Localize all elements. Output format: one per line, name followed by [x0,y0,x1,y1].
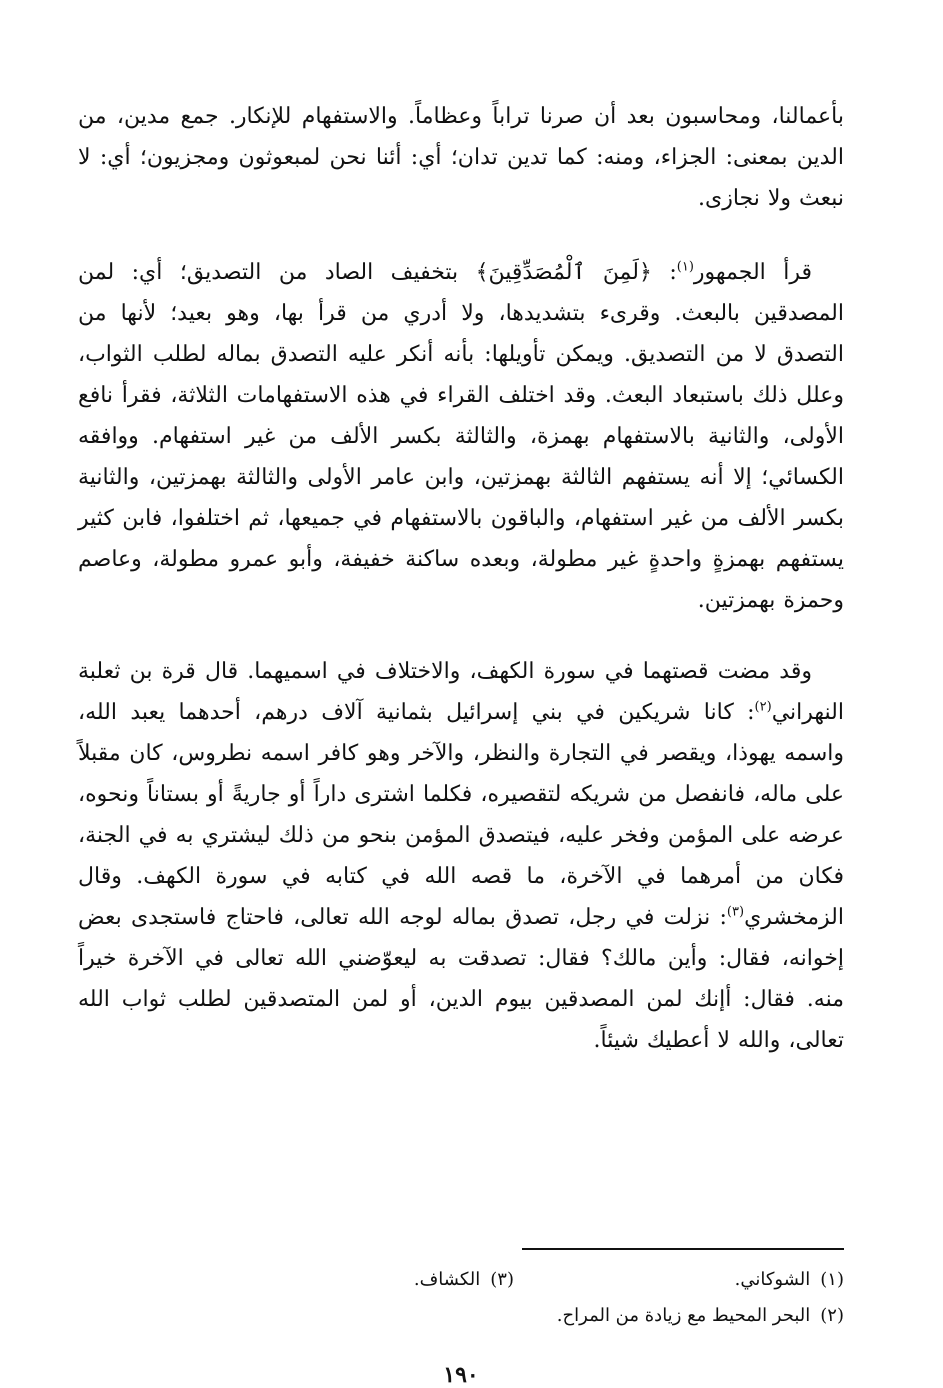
footnote-ref-1: (١) [676,259,694,275]
paragraph-2-start: قرأ الجمهور [693,260,812,285]
footnote-3-text: الكشاف. [413,1269,481,1290]
footnote-1-number: (١) [820,1269,844,1290]
paragraph-2-rest: : ﴿لَمِنَ ٱلْمُصَدِّقِينَ﴾ بتخفيف الصاد من التصديق؛ أي: لمن المصدقين بالبعث. وقرىء بتشديدها، ولا أدري من قرأ بها، وهو بعيد؛ لأنها من التصدق لا من التصديق. ويمكن تأويلها: بأنه أنكر عليه التصدق بماله لطلب الثواب، وعلل ذلك باستبعاد البعث. وقد اختلف القراء في هذه الاستفهامات الثلاثة، فقرأ نافع الأولى، والثانية بالاستفهام بهمزة، والثالثة بكسر الألف من غير استفهام. ووافقه الكسائي؛ إلا أنه يستفهم الثالثة بهمزتين، وابن عامر الأولى والثالثة بهمزتين، والثانية بكسر الألف من غير استفهام، والباقون بالاستفهام في جميعها، ثم اختلفوا، فابن كثير يستفهم بهمزةٍ واحدةٍ غير مطولة، وبعده ساكنة خفيفة، وأبو عمرو مطولة، وعاصم وحمزة بهمزتين. [78,260,844,613]
footnote-divider [522,1248,844,1250]
paragraph-3-start: وقد مضت قصتهما في سورة الكهف، والاختلاف في اسميهما. قال قرة بن ثعلبة النهراني [78,659,844,725]
page-body [78,96,844,1388]
footnote-ref-2: (٢) [754,699,772,715]
paragraph-1 [78,96,844,219]
paragraph-3 [78,651,844,1061]
footnote-row-1 [78,1262,844,1298]
footnote-row-2 [78,1298,844,1334]
paragraph-2 [78,252,844,621]
footnote-1-text: الشوكاني. [734,1269,811,1290]
footnote-1 [514,1262,844,1298]
footnote-2-number: (٢) [820,1305,844,1326]
paragraph-3-end: : نزلت في رجل، تصدق بماله لوجه الله تعالى، فاحتاج فاستجدى بعض إخوانه، فقال: وأين مالك؟ فقال: تصدقت به ليعوّضني الله تعالى في الآخرة خيراً منه. فقال: أإنك لمن المصدقين بيوم الدين، أو لمن المتصدقين لطلب ثواب الله تعالى، والله لا أعطيك شيئاً. [78,905,844,1053]
footnote-3 [414,1262,514,1298]
paragraph-1-text: بأعمالنا، ومحاسبون بعد أن صرنا تراباً وعظاماً. والاستفهام للإنكار. جمع مدين، من الدين بمعنى: الجزاء، ومنه: كما تدين تدان؛ أي: أئنا نحن لمبعوثون ومجزيون؛ أي: لا نبعث ولا نجازى. [78,104,844,211]
footnote-2 [557,1298,844,1334]
footnote-2-text: البحر المحيط مع زيادة من المراح. [556,1305,811,1326]
footnote-ref-3: (٣) [726,904,745,920]
footnotes [78,1262,844,1334]
footnote-3-number: (٣) [490,1269,514,1290]
paragraph-3-mid: : كانا شريكين في بني إسرائيل بثمانية آلاف درهم، أحدهما يعبد الله، واسمه يهوذا، ويقصر في التجارة والنظر، والآخر وهو كافر اسمه نطروس، كان مقبلاً على ماله، فانفصل من شريكه لتقصيره، فكلما اشترى داراً أو جاريةً أو بستاناً ونحوه، عرضه على المؤمن وفخر عليه، فيتصدق المؤمن بنحو من ذلك ليشتري به في الجنة، فكان من أمرهما في الآخرة، ما قصه الله في كتابه في سورة الكهف. وقال الزمخشري [78,700,844,930]
page-number: ١٩٠ [443,1362,479,1388]
